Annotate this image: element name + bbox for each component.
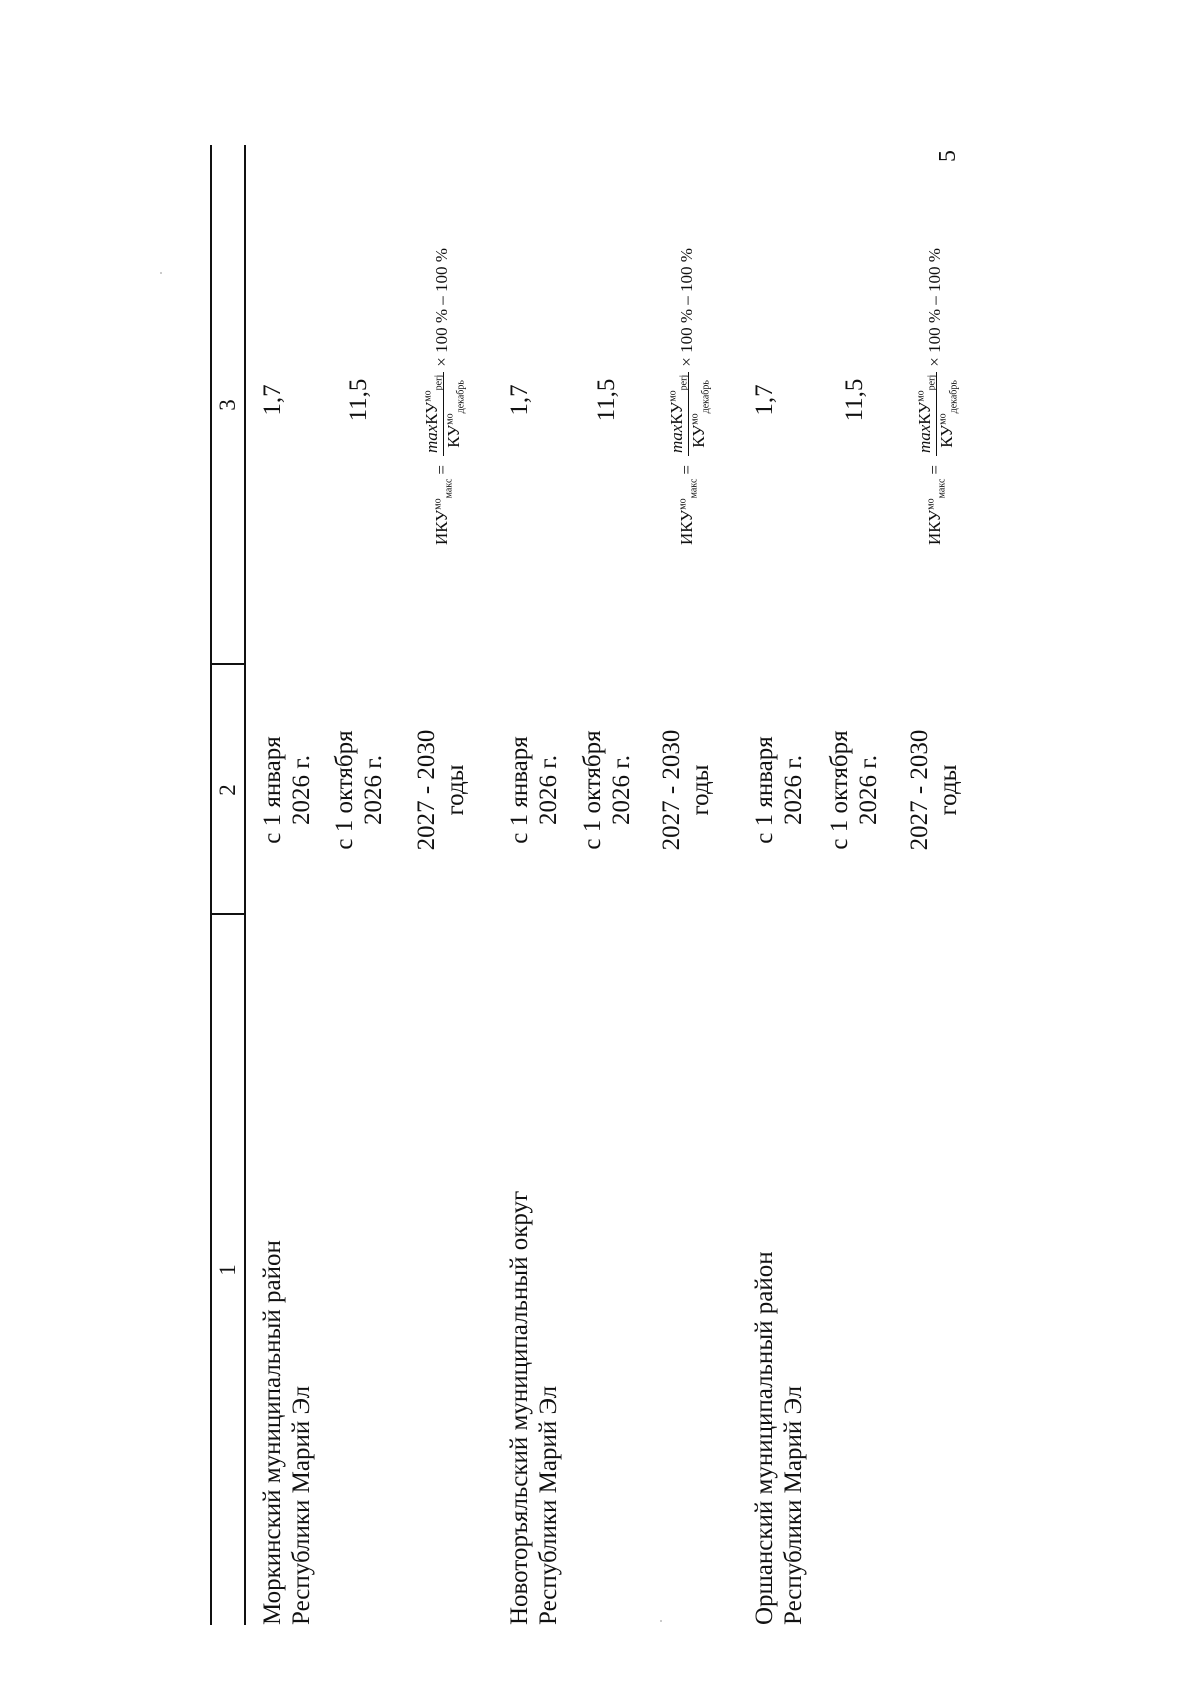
rotated-table: [210, 145, 1130, 1625]
formula-fraction: [914, 372, 959, 456]
municipality-line: Республики Марий Эл: [780, 1385, 807, 1625]
period-line: годы: [687, 764, 714, 816]
formula-eq: =: [677, 465, 696, 475]
period-line: с 1 января: [506, 736, 533, 844]
municipality-line: Моркинский муниципальный район: [259, 1240, 286, 1625]
formula-fraction: [666, 372, 711, 456]
period-line: с 1 октября: [331, 730, 358, 850]
value-cell: 11,5: [593, 378, 620, 422]
period-line: 2026 г.: [855, 755, 882, 825]
municipality-name: [258, 925, 316, 1625]
header-col-3: 3: [215, 399, 240, 411]
period-line: с 1 октября: [826, 730, 853, 850]
period-cell: [330, 675, 388, 905]
formula: [905, 125, 965, 545]
period-line: 2027 - 2030: [658, 729, 685, 851]
formula-denominator: $КУ^{мо}_{декабрь}$: [443, 380, 466, 448]
period-line: 2026 г.: [535, 755, 562, 825]
formula-numerator: maxКУ$^{мо}_{perj}$: [667, 372, 689, 456]
table-header-rule: [244, 145, 246, 1625]
formula-tail: × 100 % – 100 %: [677, 248, 696, 367]
formula-denominator: $КУ^{мо}_{декабрь}$: [688, 380, 711, 448]
period-line: 2026 г.: [360, 755, 387, 825]
header-col-2: 2: [215, 784, 240, 796]
period-cell: [258, 675, 316, 905]
page-number: 5: [935, 150, 961, 162]
municipality-name: [505, 925, 563, 1625]
period-cell: [412, 675, 470, 905]
formula-eq: =: [432, 465, 451, 475]
period-line: 2026 г.: [608, 755, 635, 825]
formula-eq: =: [925, 465, 944, 475]
period-line: годы: [442, 764, 469, 816]
period-cell: [505, 675, 563, 905]
period-cell: [578, 675, 636, 905]
formula: [412, 125, 472, 545]
scan-speck: [160, 272, 162, 274]
value-cell: 1,7: [751, 384, 778, 416]
municipality-name: [750, 925, 808, 1625]
value-cell: 1,7: [506, 384, 533, 416]
formula-numerator: maxКУ$^{мо}_{perj}$: [915, 372, 937, 456]
municipality-line: Республики Марий Эл: [535, 1385, 562, 1625]
formula: [657, 125, 717, 545]
period-line: 2026 г.: [780, 755, 807, 825]
period-cell: [905, 675, 963, 905]
period-line: с 1 января: [751, 736, 778, 844]
formula-tail: × 100 % – 100 %: [432, 248, 451, 367]
value-cell: 1,7: [259, 384, 286, 416]
period-line: с 1 октября: [579, 730, 606, 850]
municipality-line: Республики Марий Эл: [288, 1385, 315, 1625]
formula-fraction: [421, 372, 466, 456]
value-cell: 11,5: [841, 378, 868, 422]
formula-tail: × 100 % – 100 %: [925, 248, 944, 367]
period-cell: [657, 675, 715, 905]
municipality-line: Новоторъяльский муниципальный округ: [506, 1190, 533, 1625]
period-line: 2026 г.: [288, 755, 315, 825]
formula-numerator: maxКУ$^{мо}_{perj}$: [422, 372, 444, 456]
municipality-line: Оршанский муниципальный район: [751, 1251, 778, 1625]
period-line: 2027 - 2030: [906, 729, 933, 851]
period-cell: [750, 675, 808, 905]
header-col-1: 1: [215, 1264, 240, 1276]
period-line: с 1 января: [259, 736, 286, 844]
period-cell: [825, 675, 883, 905]
formula-lhs: $ИКУ^{мо}_{макс}$: [432, 478, 455, 545]
period-line: 2027 - 2030: [413, 729, 440, 851]
formula-lhs: $ИКУ^{мо}_{макс}$: [677, 478, 700, 545]
formula-denominator: $КУ^{мо}_{декабрь}$: [936, 380, 959, 448]
formula-lhs: $ИКУ^{мо}_{макс}$: [925, 478, 948, 545]
period-line: годы: [935, 764, 962, 816]
value-cell: 11,5: [345, 378, 372, 422]
